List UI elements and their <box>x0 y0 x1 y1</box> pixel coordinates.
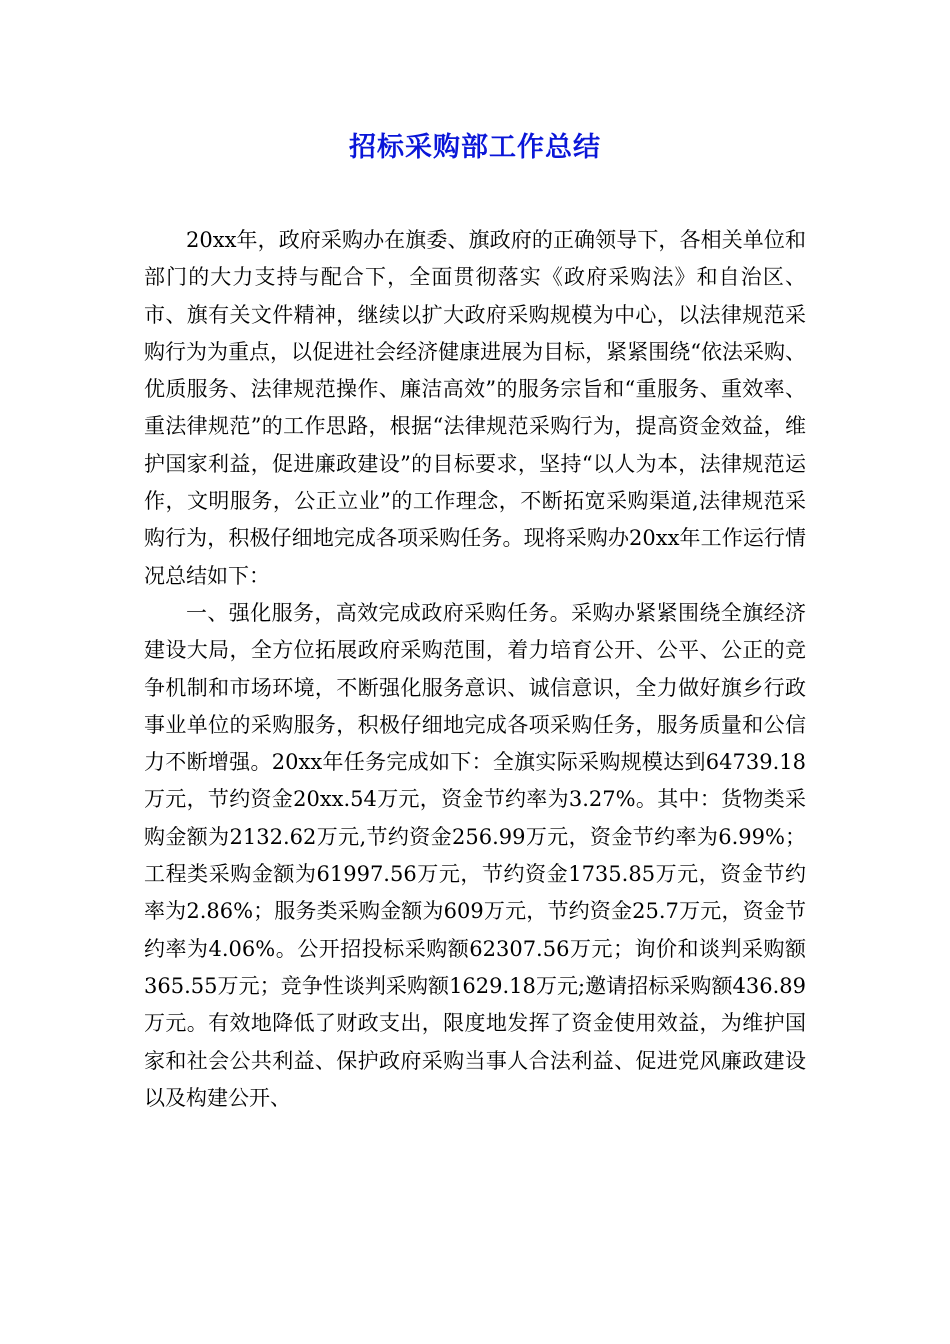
paragraph-section-one: 一、强化服务，高效完成政府采购任务。采购办紧紧围绕全旗经济建设大局，全方位拓展政府采购范围，着力培育公开、公平、公正的竞争机制和市场环境，不断强化服务意识、诚信意识，全力做好旗乡行政事业单位的采购服务，积极仔细地完成各项采购任务，服务质量和公信力不断增强。20xx年任务完成如下：全旗实际采购规模达到64739.18万元，节约资金20xx.54万元，资金节约率为3.27%。其中：货物类采购金额为2132.62万元,节约资金256.99万元，资金节约率为6.99%；工程类采购金额为61997.56万元，节约资金1735.85万元，资金节约率为2.86%；服务类采购金额为609万元，节约资金25.7万元，资金节约率为4.06%。公开招投标采购额62307.56万元；询价和谈判采购额365.55万元；竞争性谈判采购额1629.18万元;邀请招标采购额436.89万元。有效地降低了财政支出，限度地发挥了资金使用效益，为维护国家和社会公共利益、保护政府采购当事人合法利益、促进党风廉政建设以及构建公开、 <box>144 600 806 1110</box>
document-body <box>144 222 806 1117</box>
document-title: 招标采购部工作总结 <box>349 132 601 163</box>
paragraph-intro: 20xx年，政府采购办在旗委、旗政府的正确领导下，各相关单位和部门的大力支持与配合下，全面贯彻落实《政府采购法》和自治区、市、旗有关文件精神，继续以扩大政府采购规模为中心，以法律规范采购行为为重点，以促进社会经济健康进展为目标，紧紧围绕“依法采购、优质服务、法律规范操作、廉洁高效”的服务宗旨和“重服务、重效率、重法律规范”的工作思路，根据“法律规范采购行为，提高资金效益，维护国家利益，促进廉政建设”的目标要求，坚持“以人为本，法律规范运作，文明服务，公正立业”的工作理念，不断拓宽采购渠道,法律规范采购行为，积极仔细地完成各项采购任务。现将采购办20xx年工作运行情况总结如下： <box>144 228 806 588</box>
